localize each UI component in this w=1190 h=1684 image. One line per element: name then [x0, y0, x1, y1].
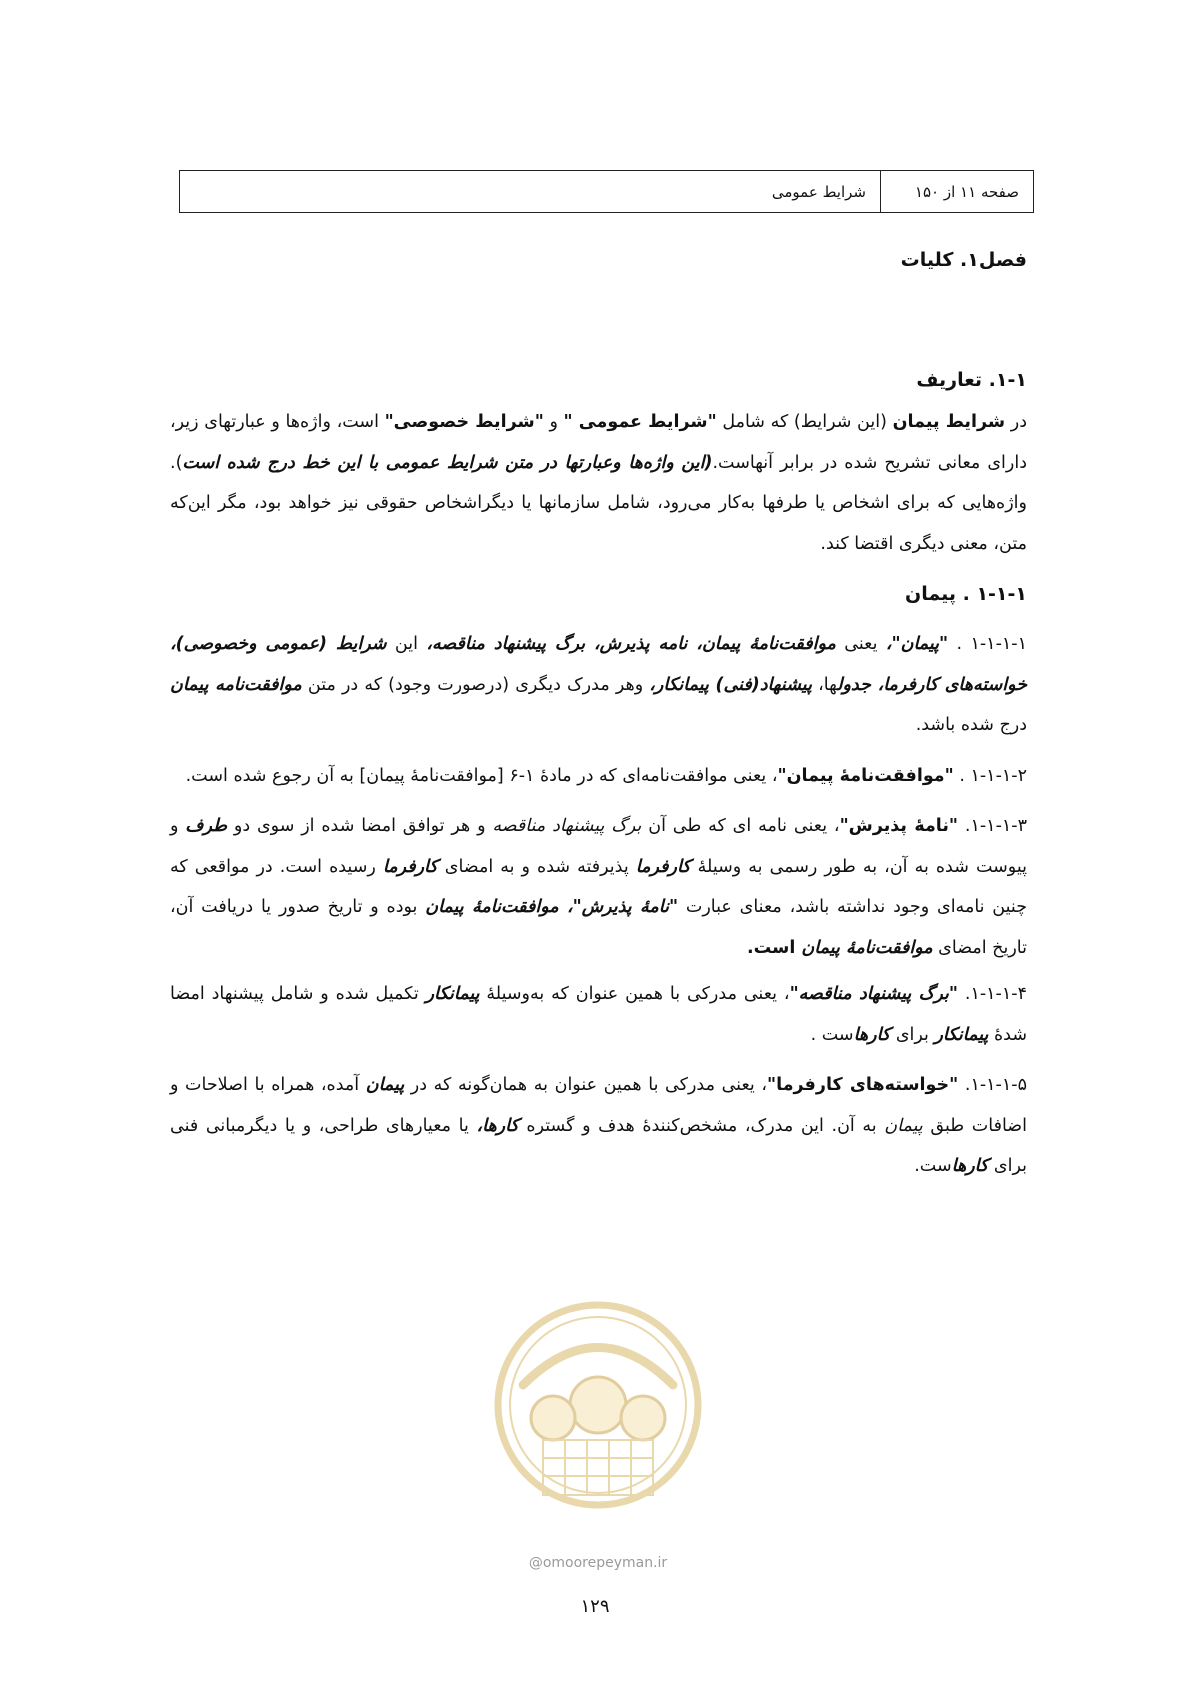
header-doc-title: شرایط عمومی — [771, 182, 866, 201]
definition-5: ۱-۱-۱-۵. "خواسته‌های کارفرما"، یعنی مدرکی با همین عنوان به همان‌گونه که در پیمان آمده، همراه با اصلاحات و اضافات طبق پیمان به آن. این مدرک، مشخص‌کنندهٔ هدف و گستره کارها، یا معیارهای طراحی، و یا دیگرمبانی فنی برای کارهاست. — [170, 1075, 1027, 1176]
page-header — [179, 170, 1034, 213]
document-body — [170, 240, 1027, 1187]
definition-2: ۱-۱-۱-۲ . "موافقت‌نامهٔ پیمان"، یعنی موافقت‌نامه‌ای که در مادهٔ ۱-۶ [موافقت‌نامهٔ پیمان] به آن رجوع شده است. — [185, 765, 1027, 786]
page-number: ۱۲۹ — [580, 1596, 610, 1617]
watermark-url: @omoorepeyman.ir — [528, 1555, 668, 1571]
definition-3: ۱-۱-۱-۳. "نامهٔ پذیرش"، یعنی نامه ای که طی آن برگ پیشنهاد مناقصه و هر توافق امضا شده از سوی دو طرف و پیوست شده به آن، به طور رسمی به وسیلهٔ کارفرما پذیرفته شده و به امضای کارفرما رسیده است. در مواقعی که چنین نامه‌ای وجود نداشته باشد، معنای عبارت "نامهٔ پذیرش"، موافقت‌نامهٔ پیمان بوده و تاریخ صدور یا دریافت آن، تاریخ امضای موافقت‌نامهٔ پیمان است. — [170, 816, 1028, 958]
intro-paragraph: در شرایط پیمان (این شرایط) که شامل "شرایط عمومی " و "شرایط خصوصی" است، واژه‌ها و عبارتهای زیر، دارای معانی تشریح شده در برابر آنهاست.(این واژه‌ها وعبارتها در متن شرایط عمومی با این خط درج شده است). واژه‌هایی که برای اشخاص یا طرفها به‌کار می‌رود، شامل سازمانها یا دیگراشخاص حقوقی نیز خواهد بود، مگر این‌که متن، معنی دیگری اقتضا کند. — [170, 412, 1028, 554]
definition-1: ۱-۱-۱-۱ . "پیمان"، یعنی موافقت‌نامهٔ پیمان، نامه پذیرش، برگ پیشنهاد مناقصه، این شرایط (عمومی وخصوصی)، خواسته‌های کارفرما، جدولها، پیشنهاد(فنی) پیمانکار، وهر مدرک دیگری (درصورت وجود) که در متن موافقت‌نامه پیمان درج شده باشد. — [170, 634, 1028, 735]
subsection-title: ۱-۱-۱ . پیمان — [905, 583, 1027, 605]
section-title: ۱-۱. تعاریف — [916, 369, 1027, 391]
watermark-seal-icon — [483, 1290, 713, 1550]
header-page-info: صفحه ۱۱ از ۱۵۰ — [880, 171, 1033, 212]
chapter-title: فصل۱. کلیات — [900, 249, 1027, 271]
definition-4: ۱-۱-۱-۴. "برگ پیشنهاد مناقصه"، یعنی مدرکی با همین عنوان که به‌وسیلهٔ پیمانکار تکمیل شده و شامل پیشنهاد امضا شدهٔ پیمانکار برای کارهاست . — [170, 984, 1027, 1045]
